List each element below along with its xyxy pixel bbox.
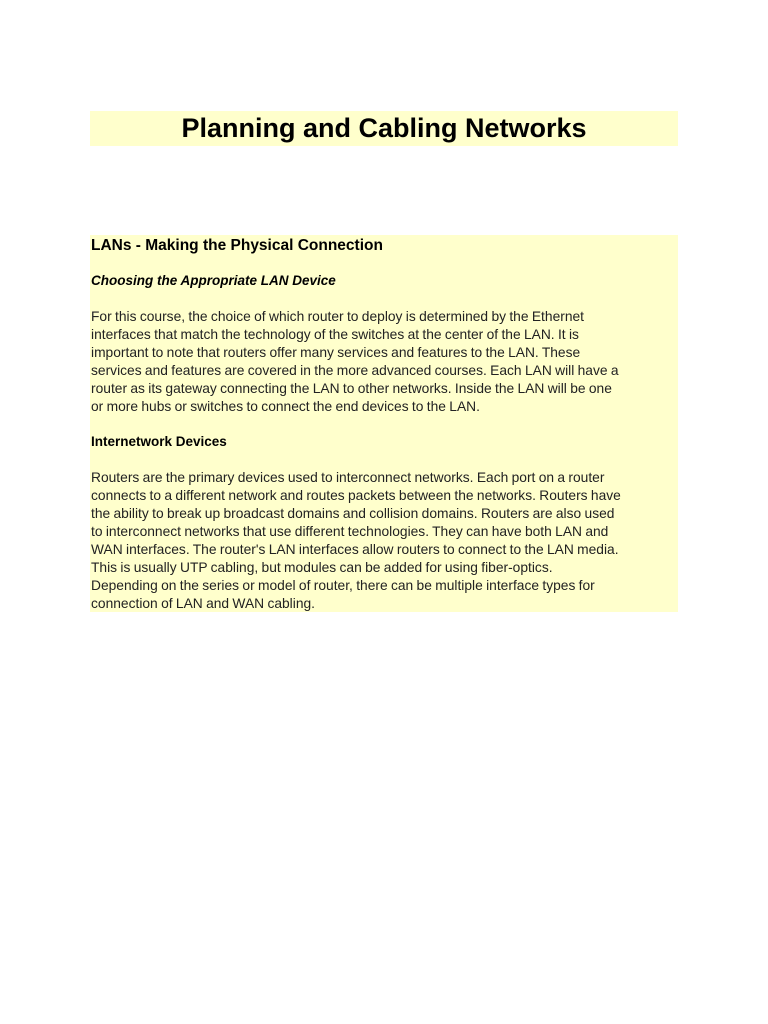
paragraph-line: connects to a different network and routes packets between the networks. Routers have xyxy=(91,488,621,503)
paragraph-line: connection of LAN and WAN cabling. xyxy=(91,596,315,611)
paragraph-line: or more hubs or switches to connect the end devices to the LAN. xyxy=(91,399,480,414)
paragraph-lan-device xyxy=(91,308,679,416)
section-heading: LANs - Making the Physical Connection xyxy=(91,237,383,254)
paragraph-line: This is usually UTP cabling, but modules can be added for using fiber-optics. xyxy=(91,560,553,575)
paragraph-line: For this course, the choice of which router to deploy is determined by the Ethernet xyxy=(91,309,585,324)
page-title: Planning and Cabling Networks xyxy=(181,113,587,143)
paragraph-line: router as its gateway connecting the LAN to other networks. Inside the LAN will be one xyxy=(91,381,612,396)
paragraph-internetwork-devices xyxy=(91,469,679,613)
paragraph-line: interfaces that match the technology of the switches at the center of the LAN. It is xyxy=(91,327,579,342)
paragraph-line: to interconnect networks that use different technologies. They can have both LAN and xyxy=(91,524,609,539)
heading-internetwork-devices: Internetwork Devices xyxy=(91,434,227,449)
paragraph-line: Depending on the series or model of router, there can be multiple interface types for xyxy=(91,578,595,593)
paragraph-line: WAN interfaces. The router's LAN interfaces allow routers to connect to the LAN media. xyxy=(91,542,619,557)
title-banner xyxy=(90,111,678,146)
content-panel xyxy=(90,235,678,612)
paragraph-line: the ability to break up broadcast domains and collision domains. Routers are also used xyxy=(91,506,615,521)
paragraph-line: important to note that routers offer many services and features to the LAN. These xyxy=(91,345,581,360)
subheading-lan-device: Choosing the Appropriate LAN Device xyxy=(91,273,336,288)
paragraph-line: services and features are covered in the more advanced courses. Each LAN will have a xyxy=(91,363,619,378)
paragraph-line: Routers are the primary devices used to interconnect networks. Each port on a router xyxy=(91,470,605,485)
